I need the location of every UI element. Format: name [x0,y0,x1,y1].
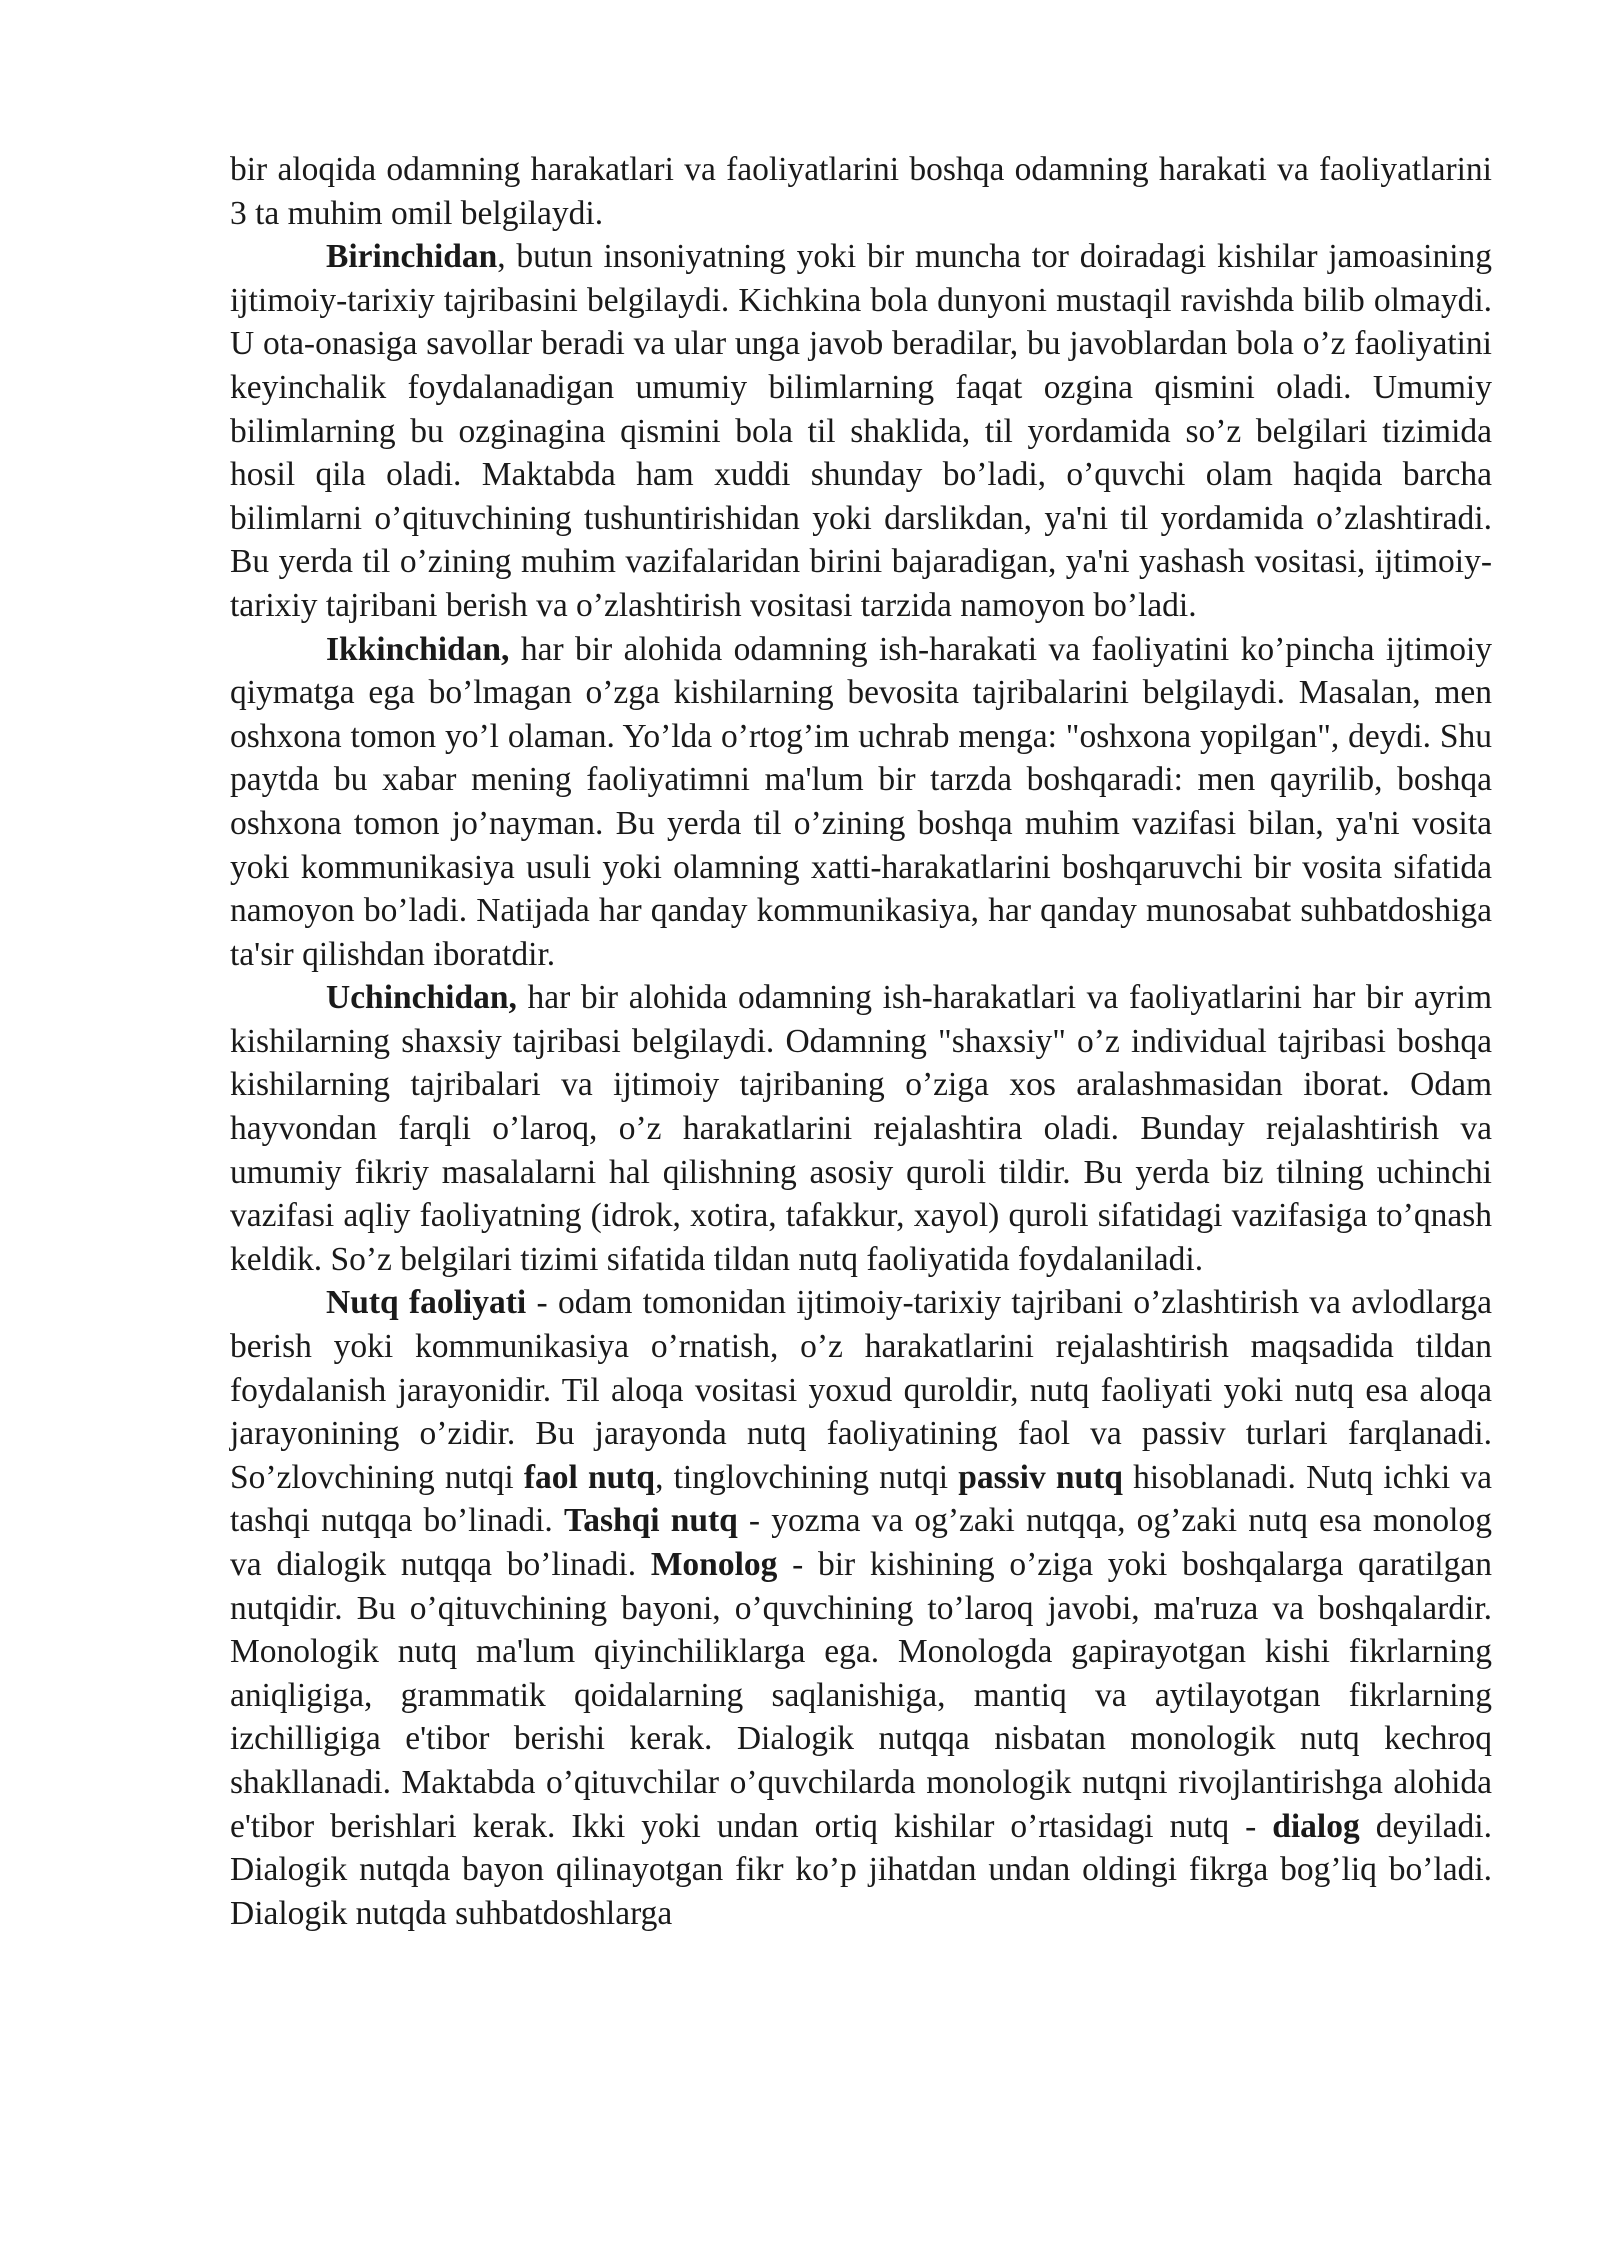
bold-term: Ikkinchidan, [326,630,510,668]
paragraph-text: - odam tomonidan ijtimoiy-tarixiy tajribani o’zlashtirish va avlodlarga berish yoki kommunikasiya o’rnatish, o’z harakatlarini rejalashtirish maqsadida tildan foydalanish jarayonidir. Til aloqa vositasi yoxud quroldir, nutq faoliyati yoki nutq esa aloqa jarayonining o’zidir. Bu jarayonda nutq faoliyatining faol va passiv turlari farqlanadi. So’zlovchining nutqi [230,1284,1492,1496]
bold-term: Nutq faoliyati [326,1284,527,1322]
paragraph-nutq-faoliyati [230,1281,1492,1935]
paragraph-text: , tinglovchining nutqi [655,1458,959,1496]
paragraph-text: hisoblanadi. Nutq ichki va tashqi nutqqa bo’linadi. [230,1458,1493,1540]
paragraph-birinchidan [230,235,1492,627]
bold-term: passiv nutq [958,1458,1123,1496]
paragraph-text: , butun insoniyatning yoki bir muncha tor doiradagi kishilar jamoasining ijtimoiy-tarixiy tajribasini belgilaydi. Kichkina bola dunyoni mustaqil ravishda bilib olmaydi. U ota-onasiga savollar beradi va ular unga javob beradilar, bu javoblardan bola o’z faoliyatini keyinchalik foydalanadigan umumiy bilimlarning faqat ozgina qismini oladi. Umumiy bilimlarning bu ozginagina qismini bola til shaklida, til yordamida so’z belgilari tizimida hosil qila oladi. Maktabda ham xuddi shunday bo’ladi, o’quvchi olam haqida barcha bilimlarni o’qituvchining tushuntirishidan yoki darslikdan, ya'ni til yordamida o’zlashtiradi. Bu yerda til o’zining muhim vazifalaridan birini bajaradigan, ya'ni yashash vositasi, ijtimoiy-tarixiy tajribani berish va o’zlashtirish vositasi tarzida namoyon bo’ladi. [230,238,1492,624]
paragraph-text: deyiladi. Dialogik nutqda bayon qilinayotgan fikr ko’p jihatdan undan oldingi fikrga bog’liq bo’ladi. Dialogik nutqda suhbatdoshlarga [230,1807,1492,1932]
paragraph-text: har bir alohida odamning ish-harakatlari va faoliyatlarini har bir ayrim kishilarning shaxsiy tajribasi belgilaydi. Odamning "shaxsiy" o’z individual tajribasi boshqa kishilarning tajribalari va ijtimoiy tajribaning o’ziga xos aralashmasidan iborat. Odam hayvondan farqli o’laroq, o’z harakatlarini rejalashtira oladi. Bunday rejalashtirish va umumiy fikriy masalalarni hal qilishning asosiy quroli tildir. Bu yerda biz tilning uchinchi vazifasi aqliy faoliyatning (idrok, xotira, tafakkur, xayol) quroli sifatidagi vazifasiga to’qnash keldik. So’z belgilari tizimi sifatida tildan nutq faoliyatida foydalaniladi. [230,979,1492,1278]
paragraph-text: bir aloqida odamning harakatlari va faoliyatlarini boshqa odamning harakati va faoliyatlarini 3 ta muhim omil belgilaydi. [230,151,1492,232]
document-page [230,148,1492,1935]
bold-term: Uchinchidan, [326,979,517,1017]
bold-term: Monolog [650,1546,778,1583]
paragraph-text: har bir alohida odamning ish-harakati va faoliyatini ko’pincha ijtimoiy qiymatga ega bo’lmagan o’zga kishilarning bevosita tajribalarini belgilaydi. Masalan, men oshxona tomon yo’l olaman. Yo’lda o’rtog’im uchrab menga: "oshxona yopilgan", deydi. Shu paytda bu xabar mening faoliyatimni ma'lum bir tarzda boshqaradi: men qayrilib, boshqa oshxona tomon jo’nayman. Bu yerda til o’zining boshqa muhim vazifasi bilan, ya'ni vosita yoki kommunikasiya usuli yoki olamning xatti-harakatlarini boshqaruvchi bir vosita sifatida namoyon bo’ladi. Natijada har qanday kommunikasiya, har qanday munosabat suhbatdoshiga ta'sir qilishdan iboratdir. [230,630,1492,973]
paragraph-ikkinchidan [230,628,1492,977]
paragraph-text: - bir kishining o’ziga yoki boshqalarga qaratilgan nutqidir. Bu o’qituvchining bayoni, o’quvchining to’laroq javobi, ma'ruza va boshqalardir. Monologik nutq ma'lum qiyinchiliklarga ega. Monologda gapirayotgan kishi fikrlarning aniqligiga, grammatik qoidalarning saqlanishiga, mantiq va aytilayotgan fikrlarning izchilligiga e'tibor berishi kerak. Dialogik nutqqa nisbatan monologik nutq kechroq shakllanadi. Maktabda o’qituvchilar o’quvchilarda monologik nutqni rivojlantirishga alohida e'tibor berishlari kerak. Ikki yoki undan ortiq kishilar o’rtasidagi nutq - [230,1546,1492,1845]
bold-term: Birinchidan [326,238,498,276]
paragraph-intro [230,148,1492,235]
bold-term: faol nutq [523,1458,656,1496]
bold-term: Tashqi nutq [563,1502,738,1540]
bold-term: dialog [1272,1807,1360,1845]
paragraph-text: - yozma va og’zaki nutqqa, og’zaki nutq esa monolog va dialogik nutqqa bo’linadi. [230,1502,1492,1583]
paragraph-uchinchidan [230,976,1492,1281]
